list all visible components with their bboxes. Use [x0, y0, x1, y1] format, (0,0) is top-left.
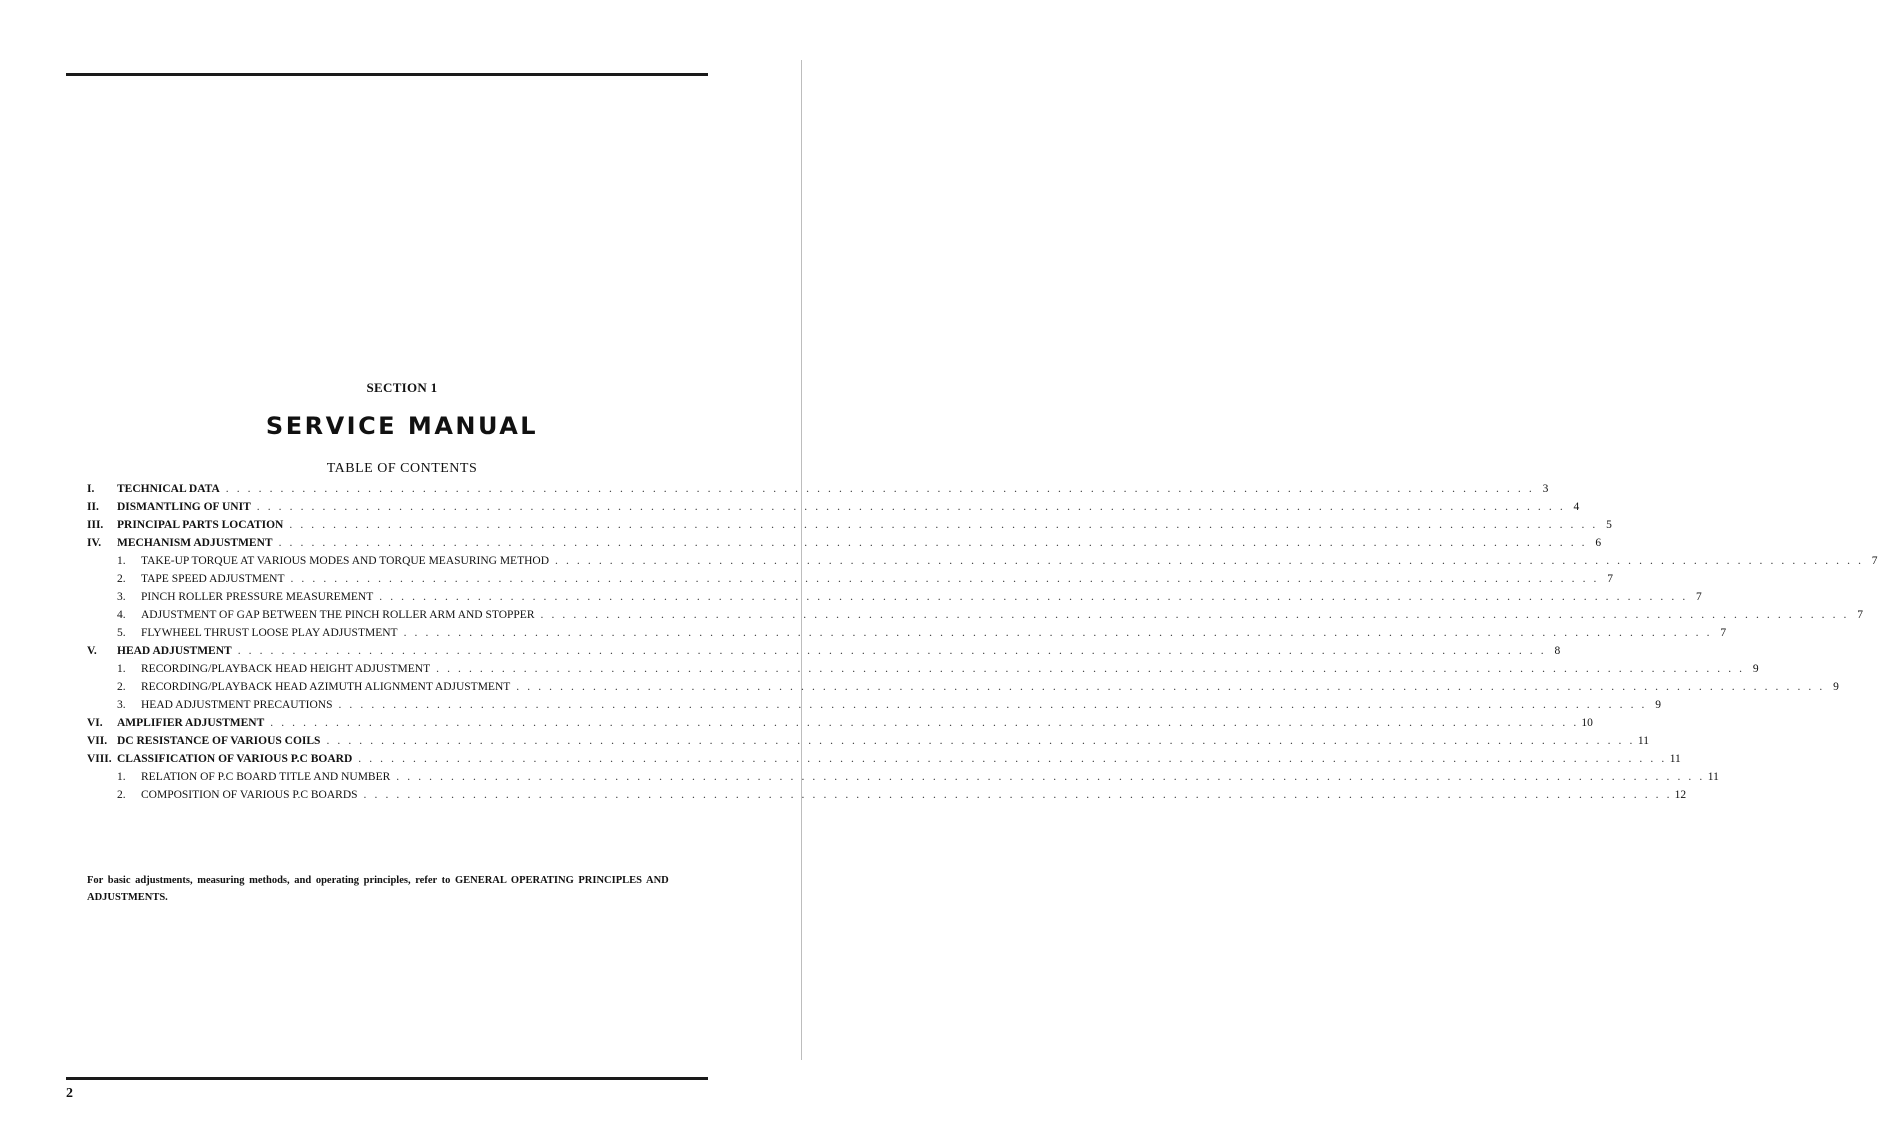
dot-leader: . . . . . . . . . . . . . . . . . . . . . . . . . . . . . . . . . . . . . . . . . . . . . . . . . . . . . . . . . . . . . . . . . . . . . . . . . . . . . . . . . . . . . . . . . . . . . . . . . . . . . . . . . . . . . . . . . . . . . . . .	[338, 699, 1647, 711]
toc-entry-number: 1.	[117, 663, 126, 675]
top-rule	[66, 73, 708, 76]
toc-entry-number: 1.	[117, 771, 126, 783]
toc-entry-page: 4	[1573, 501, 1580, 513]
toc-entry-page: 9	[1833, 681, 1839, 693]
toc-entry-page: 11	[1637, 735, 1649, 747]
toc-entry	[87, 552, 1878, 570]
toc-entry-title: CLASSIFICATION OF VARIOUS P.C BOARD	[117, 753, 353, 765]
toc-entry	[87, 660, 1759, 678]
toc-entry-title: RECORDING/PLAYBACK HEAD AZIMUTH ALIGNMENT ADJUSTMENT	[141, 681, 511, 693]
dot-leader: . . . . . . . . . . . . . . . . . . . . . . . . . . . . . . . . . . . . . . . . . . . . . . . . . . . . . . . . . . . . . . . . . . . . . . . . . . . . . . . . . . . . . . . . . . . . . . . . . . . . . . . . . . . . . . . . . . . . . . . .	[516, 681, 1825, 693]
toc-entry-title: DISMANTLING OF UNIT	[117, 501, 251, 513]
toc-entry-title: PRINCIPAL PARTS LOCATION	[117, 519, 284, 531]
toc-entry-page: 7	[1720, 627, 1727, 639]
toc-entry	[87, 498, 1580, 516]
toc-entry	[87, 570, 1614, 588]
toc-entry	[87, 786, 1687, 804]
toc-entry-page: 8	[1554, 645, 1561, 657]
toc-entry-page: 3	[1542, 483, 1549, 495]
dot-leader: . . . . . . . . . . . . . . . . . . . . . . . . . . . . . . . . . . . . . . . . . . . . . . . . . . . . . . . . . . . . . . . . . . . . . . . . . . . . . . . . . . . . . . . . . . . . . . . . . . . . . . . . . . . . . . . . . . . . . . . .	[289, 519, 1598, 531]
toc-entry-page: 10	[1581, 717, 1593, 729]
toc-entry	[87, 624, 1727, 642]
section-label: SECTION 1	[366, 380, 438, 395]
toc-entry-page: 6	[1595, 537, 1602, 549]
toc-entry-page: 7	[1857, 609, 1864, 621]
toc-entry-number: IV.	[87, 537, 102, 549]
toc-entry-number: II.	[87, 501, 99, 513]
dot-leader: . . . . . . . . . . . . . . . . . . . . . . . . . . . . . . . . . . . . . . . . . . . . . . . . . . . . . . . . . . . . . . . . . . . . . . . . . . . . . . . . . . . . . . . . . . . . . . . . . . . . . . . . . . . . . . . . . . . . . . . .	[363, 789, 1673, 801]
dot-leader: . . . . . . . . . . . . . . . . . . . . . . . . . . . . . . . . . . . . . . . . . . . . . . . . . . . . . . . . . . . . . . . . . . . . . . . . . . . . . . . . . . . . . . . . . . . . . . . . . . . . . . . . . . . . . . . . . . . . . . . .	[326, 735, 1635, 747]
dot-leader: . . . . . . . . . . . . . . . . . . . . . . . . . . . . . . . . . . . . . . . . . . . . . . . . . . . . . . . . . . . . . . . . . . . . . . . . . . . . . . . . . . . . . . . . . . . . . . . . . . . . . . . . . . . . . . . . . . . . . . . .	[278, 537, 1588, 549]
toc-entry-number: VII.	[87, 735, 108, 747]
toc-entry-number: 4.	[117, 609, 126, 621]
toc-entry	[87, 768, 1719, 786]
toc-entry-number: 2.	[117, 789, 126, 801]
toc-entry-page: 5	[1606, 519, 1612, 531]
toc-entry-number: I.	[87, 483, 95, 495]
toc-entry-title: ADJUSTMENT OF GAP BETWEEN THE PINCH ROLLER ARM AND STOPPER	[141, 609, 535, 621]
manual-title: SERVICE MANUAL	[265, 412, 539, 440]
toc-entry-number: 5.	[117, 627, 126, 639]
toc-entry-page: 11	[1669, 753, 1681, 765]
toc-entry-title: TECHNICAL DATA	[117, 483, 220, 495]
dot-leader: . . . . . . . . . . . . . . . . . . . . . . . . . . . . . . . . . . . . . . . . . . . . . . . . . . . . . . . . . . . . . . . . . . . . . . . . . . . . . . . . . . . . . . . . . . . . . . . . . . . . . . . . . . . . . . . . . . . . . . . .	[256, 501, 1566, 513]
dot-leader: . . . . . . . . . . . . . . . . . . . . . . . . . . . . . . . . . . . . . . . . . . . . . . . . . . . . . . . . . . . . . . . . . . . . . . . . . . . . . . . . . . . . . . . . . . . . . . . . . . . . . . . . . . . . . . . . . . . . . . . .	[290, 573, 1600, 585]
toc-entry-title: FLYWHEEL THRUST LOOSE PLAY ADJUSTMENT	[141, 627, 398, 639]
toc-entry-title: RECORDING/PLAYBACK HEAD HEIGHT ADJUSTMENT	[141, 663, 431, 675]
toc-entry-number: 1.	[117, 555, 126, 567]
toc-entry-page: 7	[1607, 573, 1614, 585]
dot-leader: . . . . . . . . . . . . . . . . . . . . . . . . . . . . . . . . . . . . . . . . . . . . . . . . . . . . . . . . . . . . . . . . . . . . . . . . . . . . . . . . . . . . . . . . . . . . . . . . . . . . . . . . . . . . . . . . . . . . . . . .	[540, 609, 1850, 621]
dot-leader: . . . . . . . . . . . . . . . . . . . . . . . . . . . . . . . . . . . . . . . . . . . . . . . . . . . . . . . . . . . . . . . . . . . . . . . . . . . . . . . . . . . . . . . . . . . . . . . . . . . . . . . . . . . . . . . . . . . . . . . .	[555, 555, 1864, 567]
dot-leader: . . . . . . . . . . . . . . . . . . . . . . . . . . . . . . . . . . . . . . . . . . . . . . . . . . . . . . . . . . . . . . . . . . . . . . . . . . . . . . . . . . . . . . . . . . . . . . . . . . . . . . . . . . . . . . . . . . . . . . . .	[403, 627, 1713, 639]
toc-entry-page: 11	[1707, 771, 1719, 783]
toc-entry-number: V.	[87, 645, 97, 657]
toc-entry	[87, 714, 1593, 732]
toc-entry-title: COMPOSITION OF VARIOUS P.C BOARDS	[141, 789, 358, 801]
toc-entry-number: 3.	[117, 591, 126, 603]
dot-leader: . . . . . . . . . . . . . . . . . . . . . . . . . . . . . . . . . . . . . . . . . . . . . . . . . . . . . . . . . . . . . . . . . . . . . . . . . . . . . . . . . . . . . . . . . . . . . . . . . . . . . . . . . . . . . . . . . . . . . . . .	[358, 753, 1667, 765]
toc-entry-page: 12	[1674, 789, 1687, 801]
toc-entry-title: DC RESISTANCE OF VARIOUS COILS	[117, 735, 321, 747]
dot-leader: . . . . . . . . . . . . . . . . . . . . . . . . . . . . . . . . . . . . . . . . . . . . . . . . . . . . . . . . . . . . . . . . . . . . . . . . . . . . . . . . . . . . . . . . . . . . . . . . . . . . . . . . . . . . . . . . . . . . . . . .	[225, 483, 1535, 495]
toc-entry-title: HEAD ADJUSTMENT	[117, 645, 232, 657]
toc-entry	[87, 678, 1839, 696]
toc-entry-page: 9	[1752, 663, 1759, 675]
toc-entry-title: RELATION OF P.C BOARD TITLE AND NUMBER	[141, 771, 391, 783]
toc-entry-title: PINCH ROLLER PRESSURE MEASUREMENT	[141, 591, 374, 603]
toc-entry	[87, 732, 1649, 750]
footer-note: For basic adjustments, measuring methods, and operating principles, refer to GENERAL OPERATING PRINCIPLES AND ADJUSTMENTS.	[87, 875, 669, 903]
toc-entry-title: MECHANISM ADJUSTMENT	[117, 537, 273, 549]
toc-entry	[87, 534, 1602, 552]
toc-entry-number: 2.	[117, 681, 126, 693]
toc-entry	[87, 516, 1612, 534]
table-of-contents	[87, 480, 1878, 804]
page-number: 2	[66, 1086, 73, 1101]
toc-entry	[87, 750, 1681, 768]
toc-entry-number: VIII.	[87, 753, 112, 765]
toc-entry	[87, 696, 1661, 714]
toc-entry-number: III.	[87, 519, 104, 531]
toc-entry	[87, 642, 1561, 660]
toc-heading: TABLE OF CONTENTS	[326, 461, 478, 476]
toc-entry-number: 3.	[117, 699, 126, 711]
toc-entry-number: 2.	[117, 573, 126, 585]
toc-entry-title: TAKE-UP TORQUE AT VARIOUS MODES AND TORQUE MEASURING METHOD	[141, 555, 550, 567]
toc-entry-title: TAPE SPEED ADJUSTMENT	[141, 573, 285, 585]
dot-leader: . . . . . . . . . . . . . . . . . . . . . . . . . . . . . . . . . . . . . . . . . . . . . . . . . . . . . . . . . . . . . . . . . . . . . . . . . . . . . . . . . . . . . . . . . . . . . . . . . . . . . . . . . . . . . . . . . . . . . . . .	[379, 591, 1688, 603]
toc-entry-page: 7	[1696, 591, 1702, 603]
toc-entry-page: 9	[1655, 699, 1661, 711]
dot-leader: . . . . . . . . . . . . . . . . . . . . . . . . . . . . . . . . . . . . . . . . . . . . . . . . . . . . . . . . . . . . . . . . . . . . . . . . . . . . . . . . . . . . . . . . . . . . . . . . . . . . . . . . . . . . . . . . . . . . . . . .	[270, 717, 1579, 729]
dot-leader: . . . . . . . . . . . . . . . . . . . . . . . . . . . . . . . . . . . . . . . . . . . . . . . . . . . . . . . . . . . . . . . . . . . . . . . . . . . . . . . . . . . . . . . . . . . . . . . . . . . . . . . . . . . . . . . . . . . . . . . .	[396, 771, 1705, 783]
toc-entry	[87, 480, 1549, 498]
dot-leader: . . . . . . . . . . . . . . . . . . . . . . . . . . . . . . . . . . . . . . . . . . . . . . . . . . . . . . . . . . . . . . . . . . . . . . . . . . . . . . . . . . . . . . . . . . . . . . . . . . . . . . . . . . . . . . . . . . . . . . . .	[436, 663, 1745, 675]
toc-entry-title: HEAD ADJUSTMENT PRECAUTIONS	[141, 699, 333, 711]
bottom-rule	[66, 1077, 708, 1080]
toc-entry	[87, 606, 1864, 624]
toc-entry-page: 7	[1871, 555, 1878, 567]
dot-leader: . . . . . . . . . . . . . . . . . . . . . . . . . . . . . . . . . . . . . . . . . . . . . . . . . . . . . . . . . . . . . . . . . . . . . . . . . . . . . . . . . . . . . . . . . . . . . . . . . . . . . . . . . . . . . . . . . . . . . . . .	[237, 645, 1547, 657]
toc-entry-number: VI.	[87, 717, 103, 729]
toc-entry-title: AMPLIFIER ADJUSTMENT	[117, 717, 265, 729]
toc-entry	[87, 588, 1702, 606]
